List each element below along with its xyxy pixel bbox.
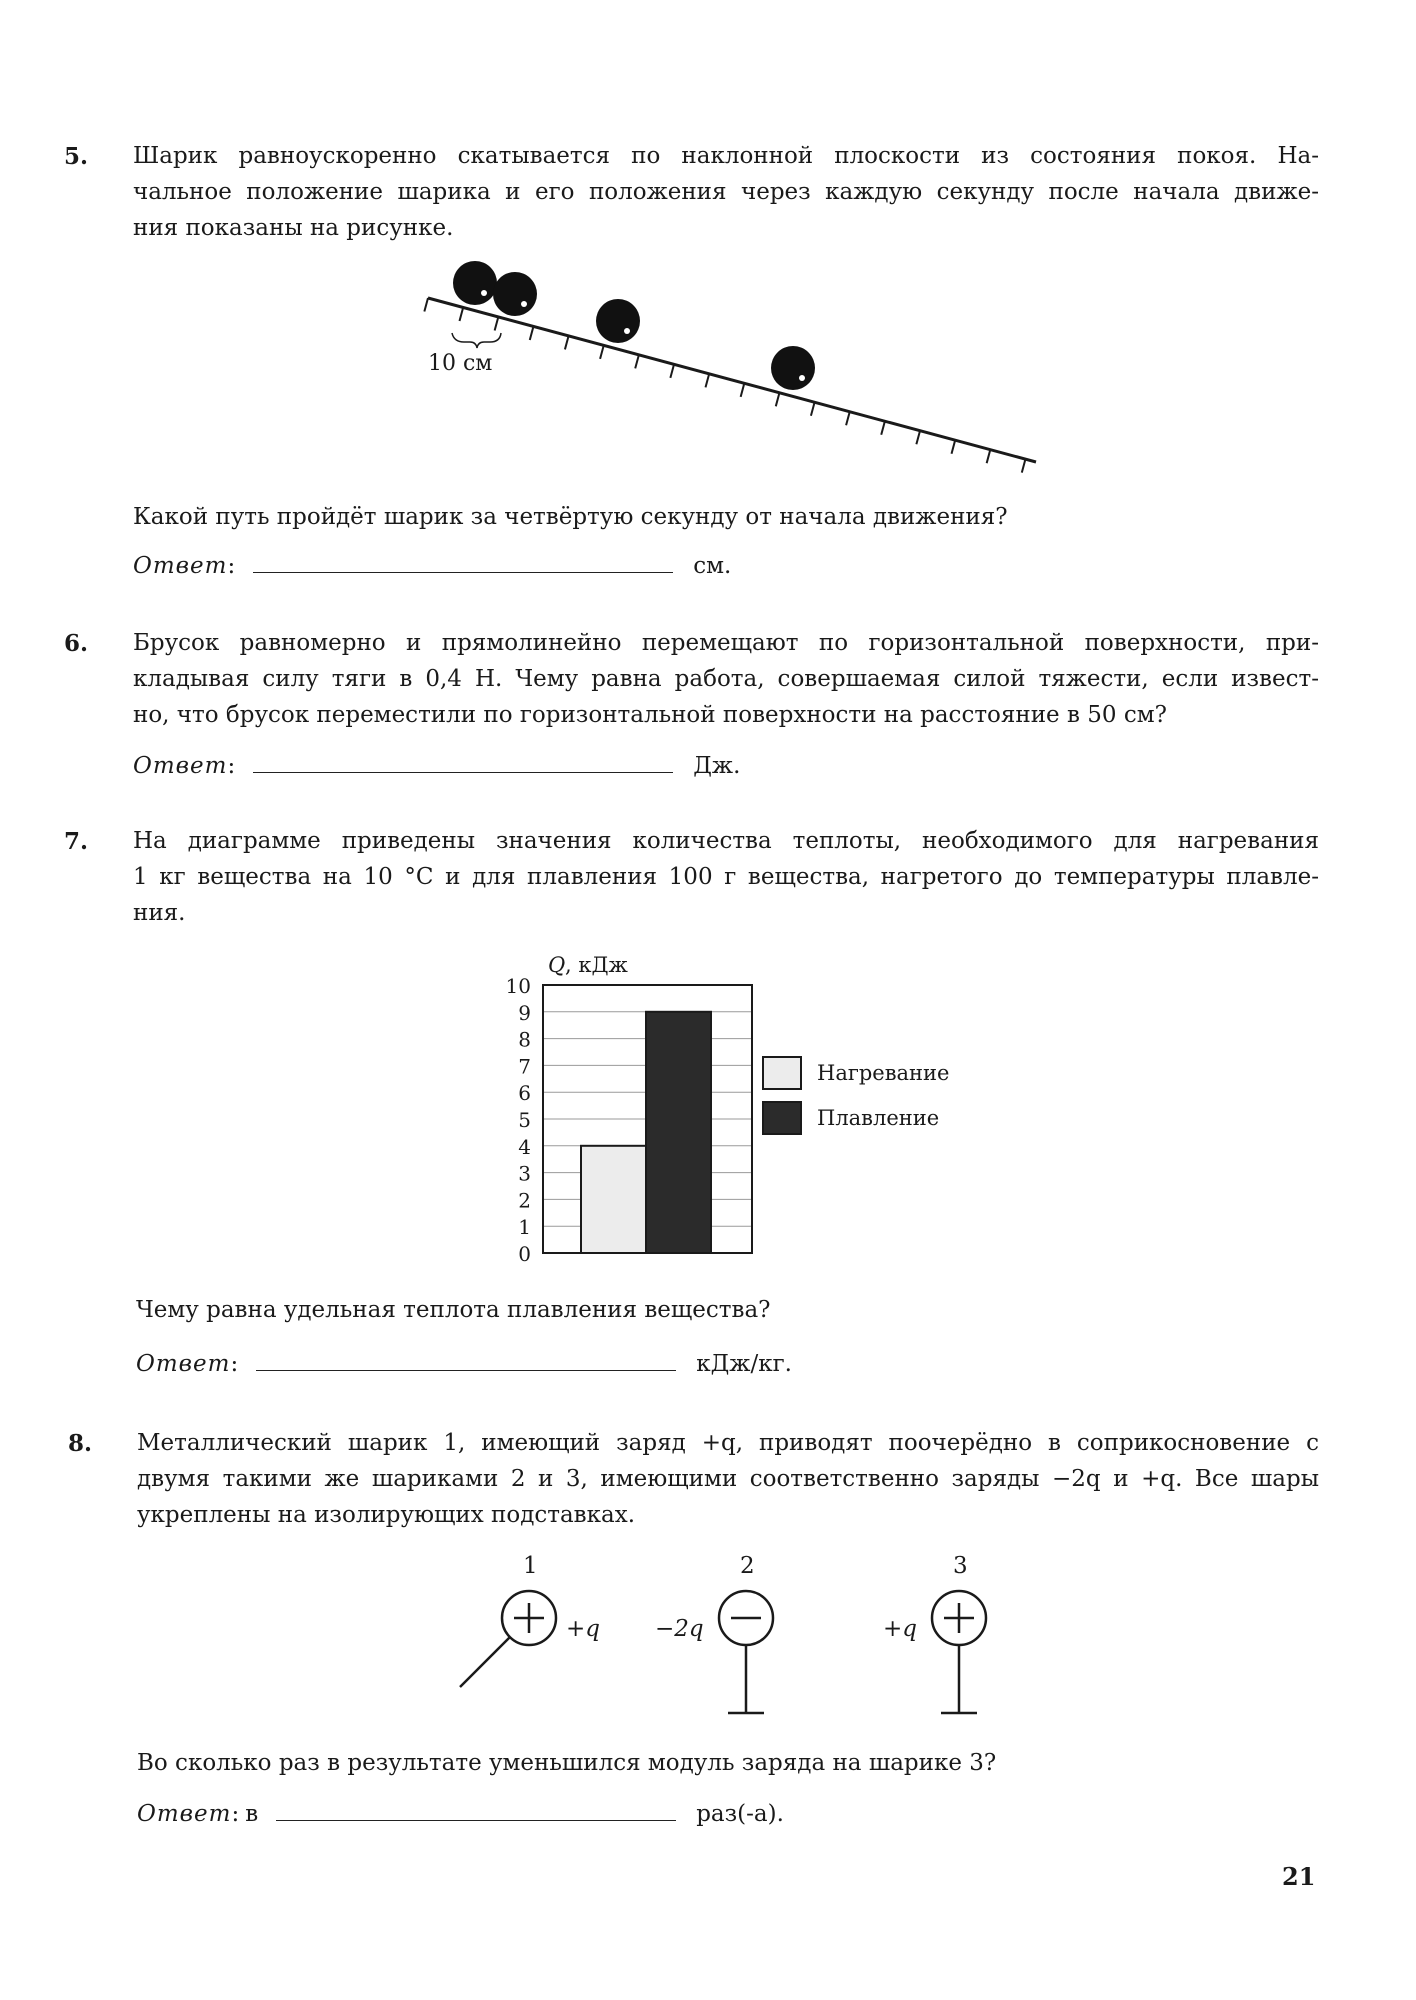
sphere-2-label: 2 xyxy=(740,1553,755,1579)
scale-tick xyxy=(916,431,920,445)
answer-field[interactable] xyxy=(256,1350,676,1371)
problem-7-line: 1 кг вещества на 10 °С и для плавления 100 г вещества, нагретого до температуры плавле- xyxy=(133,864,1319,890)
answer-prefix: в xyxy=(245,1801,259,1827)
problem-5-number: 5. xyxy=(64,143,89,170)
chart-tick-label: 6 xyxy=(518,1081,531,1106)
scale-ticks xyxy=(424,298,1025,473)
problem-5-line: чальное положение шарика и его положения через каждую секунду после начала движе- xyxy=(133,179,1319,205)
answer-label: Ответ xyxy=(136,1351,231,1377)
scale-tick xyxy=(776,393,780,407)
problem-8-text xyxy=(137,1425,1319,1533)
scale-tick xyxy=(881,421,885,435)
inclined-plane-figure xyxy=(410,250,1050,480)
problem-7-question: Чему равна удельная теплота плавления вещества? xyxy=(136,1297,771,1323)
scale-tick xyxy=(565,336,569,350)
problem-6-line: но, что брусок переместили по горизонтальной поверхности на расстояние в 50 см? xyxy=(133,702,1167,728)
sphere-1 xyxy=(460,1553,600,1687)
sphere-2-charge: −2q xyxy=(655,1616,704,1642)
scale-tick xyxy=(424,298,428,312)
scale-tick xyxy=(530,326,534,340)
scale-tick xyxy=(459,307,463,321)
answer-colon: : xyxy=(231,1801,240,1827)
problem-8-question: Во сколько раз в результате уменьшился модуль заряда на шарике 3? xyxy=(137,1750,997,1776)
problem-7-text xyxy=(133,823,1319,931)
answer-colon: : xyxy=(230,1351,239,1377)
sphere-3 xyxy=(883,1553,986,1713)
chart-tick-label: 0 xyxy=(518,1242,531,1266)
answer-label: Ответ xyxy=(137,1801,232,1827)
chart-tick-label: 4 xyxy=(518,1134,531,1159)
chart-tick-label: 9 xyxy=(518,1000,531,1025)
problem-7-number: 7. xyxy=(64,828,89,855)
chart-legend xyxy=(763,1057,949,1134)
problem-5-line: Шарик равноускоренно скатывается по наклонной плоскости из состояния покоя. На- xyxy=(133,143,1319,169)
sphere-2 xyxy=(655,1553,773,1713)
answer-field[interactable] xyxy=(276,1800,676,1821)
scale-tick xyxy=(670,364,674,378)
problem-6-text xyxy=(133,625,1319,733)
problem-5-question: Какой путь пройдёт шарик за четвёртую секунду от начала движения? xyxy=(133,504,1008,530)
problem-6-line: кладывая силу тяги в 0,4 Н. Чему равна работа, совершаемая силой тяжести, если извест- xyxy=(133,666,1319,692)
heat-chart xyxy=(480,945,980,1275)
answer-unit: кДж/кг. xyxy=(696,1351,792,1377)
scale-tick xyxy=(846,412,850,426)
scale-label: 10 см xyxy=(428,351,493,376)
answer-label: Ответ xyxy=(133,753,228,779)
chart-tick-label: 1 xyxy=(518,1215,531,1240)
legend-label-heating: Нагревание xyxy=(817,1061,950,1085)
charged-spheres-figure xyxy=(440,1545,1020,1725)
problem-6-number: 6. xyxy=(64,630,89,657)
answer-colon: : xyxy=(227,753,236,779)
answer-label: Ответ xyxy=(133,553,228,579)
answer-colon: : xyxy=(227,553,236,579)
problem-6-answer xyxy=(133,752,740,779)
sphere-1-charge: +q xyxy=(566,1616,600,1642)
chart-tick-label: 3 xyxy=(518,1161,531,1186)
chart-tick-labels xyxy=(506,974,531,1266)
ball-position-2 xyxy=(596,299,640,343)
problem-7-line: На диаграмме приведены значения количества теплоты, необходимого для нагревания xyxy=(133,828,1319,854)
sphere-3-charge: +q xyxy=(883,1616,917,1642)
answer-unit: см. xyxy=(693,553,732,579)
chart-bar-melting xyxy=(646,1012,711,1253)
chart-bar-heating xyxy=(581,1146,646,1253)
ball-position-3 xyxy=(771,346,815,390)
answer-field[interactable] xyxy=(253,752,673,773)
answer-unit: Дж. xyxy=(693,753,741,779)
scale-brace xyxy=(452,333,501,348)
problem-7-line: ния. xyxy=(133,900,186,926)
scale-tick xyxy=(600,345,604,359)
ball-position-0 xyxy=(453,261,497,305)
problem-8-number: 8. xyxy=(68,1430,93,1457)
problem-5-answer xyxy=(133,552,731,579)
chart-ylabel-unit: , кДж xyxy=(565,953,628,977)
chart-tick-label: 7 xyxy=(518,1054,531,1079)
scale-tick xyxy=(741,383,745,397)
page-number: 21 xyxy=(1282,1862,1316,1891)
sphere-3-label: 3 xyxy=(953,1553,968,1579)
chart-tick-label: 10 xyxy=(505,974,531,998)
legend-swatch-heating xyxy=(763,1057,801,1089)
problem-8-line: укреплены на изолирующих подставках. xyxy=(137,1502,636,1528)
scale-tick xyxy=(811,402,815,416)
chart-tick-label: 2 xyxy=(518,1188,531,1213)
chart-tick-label: 5 xyxy=(518,1108,531,1132)
scale-tick xyxy=(952,440,956,454)
answer-field[interactable] xyxy=(253,552,673,573)
problem-8-line: двумя такими же шариками 2 и 3, имеющими соответственно заряды −2q и +q. Все шары xyxy=(137,1466,1319,1492)
problem-5-text xyxy=(133,138,1319,246)
scale-tick xyxy=(635,355,639,369)
problem-5-line: ния показаны на рисунке. xyxy=(133,215,454,241)
chart-tick-label: 8 xyxy=(518,1027,531,1052)
problem-8-line: Металлический шарик 1, имеющий заряд +q, приводят поочерёдно в соприкосновение с xyxy=(137,1430,1319,1456)
legend-swatch-melting xyxy=(763,1102,801,1134)
answer-unit: раз(-а). xyxy=(696,1801,784,1827)
ball-position-1 xyxy=(493,272,537,316)
chart-ylabel-var: Q xyxy=(548,953,566,977)
problem-6-line: Брусок равномерно и прямолинейно перемещают по горизонтальной поверхности, при- xyxy=(133,630,1319,656)
scale-tick xyxy=(987,450,991,464)
scale-tick xyxy=(495,317,499,331)
chart-bars xyxy=(581,1012,711,1253)
scale-tick xyxy=(706,374,710,388)
problem-8-answer xyxy=(137,1800,784,1827)
sphere-1-label: 1 xyxy=(523,1553,538,1579)
scale-tick xyxy=(1022,459,1026,473)
problem-7-answer xyxy=(136,1350,792,1377)
legend-label-melting: Плавление xyxy=(817,1106,940,1130)
sphere-1-handle xyxy=(460,1637,510,1687)
incline-line xyxy=(428,298,1036,462)
